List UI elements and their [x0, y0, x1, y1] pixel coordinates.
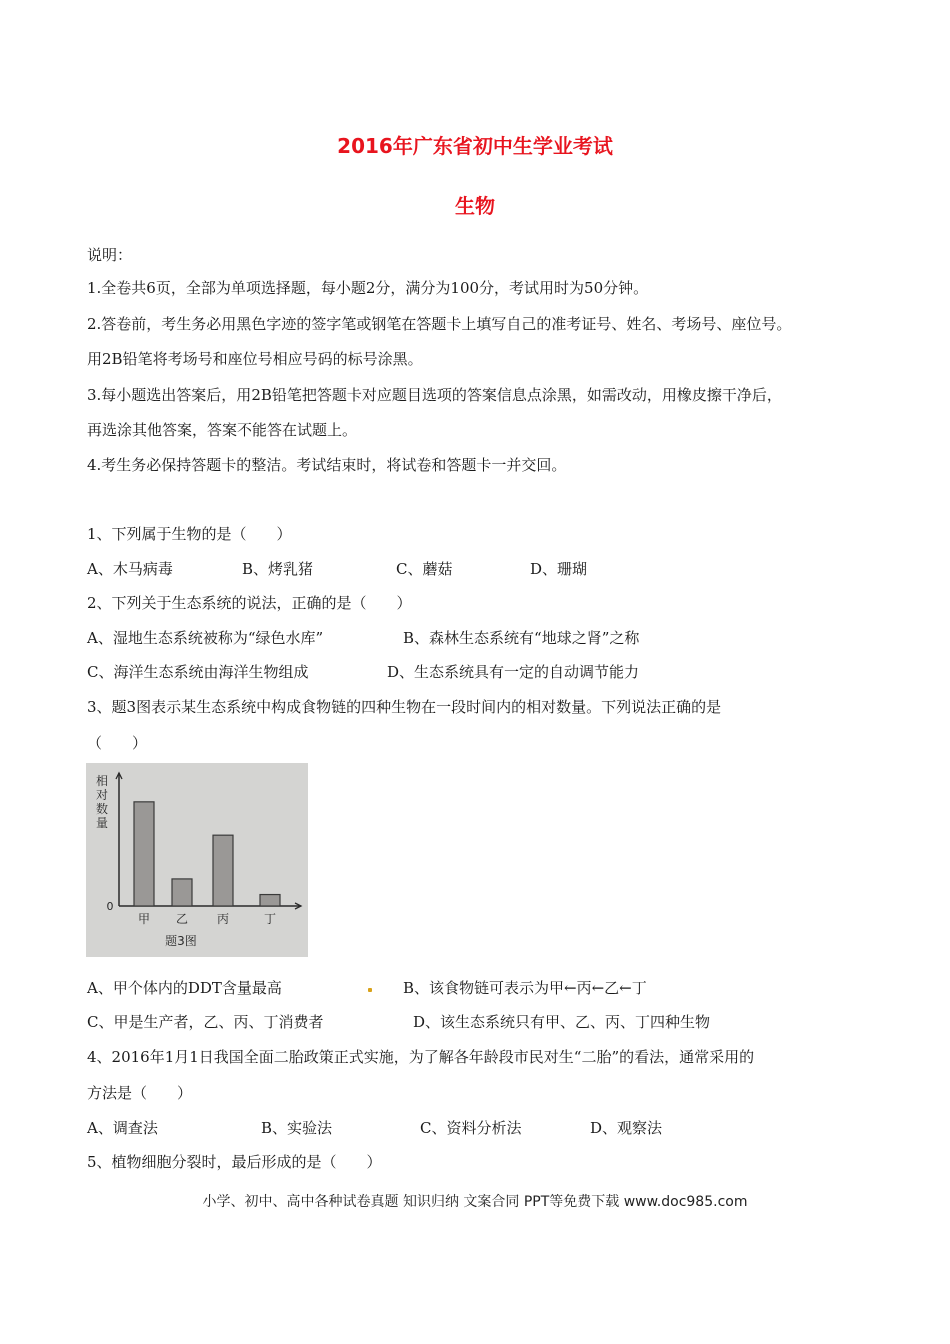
q3-option-b: B、该食物链可表示为甲←丙←乙←丁: [403, 979, 647, 997]
q3-option-c: C、甲是生产者，乙、丙、丁消费者: [87, 1013, 324, 1031]
question-4-stem-cont: 方法是（ ）: [87, 1084, 193, 1102]
question-3-options-row-1: [87, 978, 887, 998]
stray-dot: [368, 988, 372, 992]
q4-option-a: A、调查法: [87, 1119, 158, 1137]
question-4-stem: 4、2016年1月1日我国全面二胎政策正式实施，为了解各年龄段市民对生“二胎”的看法，通常采用的: [87, 1048, 755, 1066]
bar-0: [134, 802, 154, 906]
category-label-3: 丁: [263, 912, 277, 926]
q2-option-a: A、湿地生态系统被称为“绿色水库”: [87, 629, 324, 647]
q3-option-a: A、甲个体内的DDT含量最高: [87, 979, 282, 997]
instruction-line-1: 1.全卷共6页，全部为单项选择题，每小题2分，满分为100分，考试用时为50分钟。: [87, 279, 649, 297]
chart-labels: [96, 773, 276, 948]
instruction-line-6: 4.考生务必保持答题卡的整洁。考试结束时，将试卷和答题卡一并交回。: [87, 456, 567, 474]
instruction-line-3: 用2B铅笔将考场号和座位号相应号码的标号涂黑。: [87, 350, 423, 368]
bar-3: [260, 895, 280, 906]
bar-1: [172, 879, 192, 906]
instruction-line-2: 2.答卷前，考生务必用黑色字迹的签字笔或钢笔在答题卡上填写自己的准考证号、姓名、考场号、座位号。: [87, 315, 792, 333]
q1-option-a: A、木马病毒: [87, 560, 173, 578]
bar-2: [213, 835, 233, 906]
question-2-stem: 2、下列关于生态系统的说法，正确的是（ ）: [87, 594, 412, 612]
q1-option-d: D、珊瑚: [530, 560, 588, 578]
q4-option-c: C、资料分析法: [420, 1119, 522, 1137]
figure-caption: 题3图: [165, 934, 197, 948]
exam-subject: 生物: [455, 194, 495, 218]
q2-option-b: B、森林生态系统有“地球之肾”之称: [403, 629, 640, 647]
q2-option-d: D、生态系统具有一定的自动调节能力: [387, 663, 640, 681]
instructions-heading: 说明：: [87, 246, 133, 264]
q4-option-d: D、观察法: [590, 1119, 663, 1137]
question-3-options-row-2: [87, 1012, 887, 1032]
category-label-0: 甲: [137, 912, 151, 926]
category-label-2: 丙: [216, 912, 230, 926]
bar-chart-svg: [86, 763, 308, 957]
origin-label: 0: [106, 900, 114, 913]
question-1-stem: 1、下列属于生物的是（ ）: [87, 525, 292, 543]
exam-title: 2016年广东省初中生学业考试: [337, 134, 613, 158]
q3-option-d: D、该生态系统只有甲、乙、丙、丁四种生物: [413, 1013, 711, 1031]
q1-option-b: B、烤乳猪: [242, 560, 314, 578]
question-4-options: [87, 1118, 887, 1138]
question-3-stem-cont: （ ）: [87, 734, 148, 752]
q1-option-c: C、蘑菇: [396, 560, 453, 578]
y-axis-label: 相对数量: [95, 774, 109, 830]
page-footer: 小学、初中、高中各种试卷真题 知识归纳 文案合同 PPT等免费下载 www.doc985.com: [202, 1194, 748, 1210]
question-1-options: [87, 559, 887, 579]
figure-3-chart: [86, 763, 308, 957]
q2-option-c: C、海洋生态系统由海洋生物组成: [87, 663, 309, 681]
category-label-1: 乙: [175, 912, 189, 926]
question-3-stem: 3、题3图表示某生态系统中构成食物链的四种生物在一段时间内的相对数量。下列说法正确的是: [87, 698, 722, 716]
instruction-line-5: 再选涂其他答案，答案不能答在试题上。: [87, 421, 358, 439]
question-2-options-row-2: [87, 662, 887, 682]
chart-bars: [134, 802, 280, 906]
question-5-stem: 5、植物细胞分裂时，最后形成的是（ ）: [87, 1153, 382, 1171]
instruction-line-4: 3.每小题选出答案后，用2B铅笔把答题卡对应题目选项的答案信息点涂黑，如需改动，用橡皮擦干净后，: [87, 386, 782, 404]
q4-option-b: B、实验法: [261, 1119, 333, 1137]
question-2-options-row-1: [87, 628, 887, 648]
